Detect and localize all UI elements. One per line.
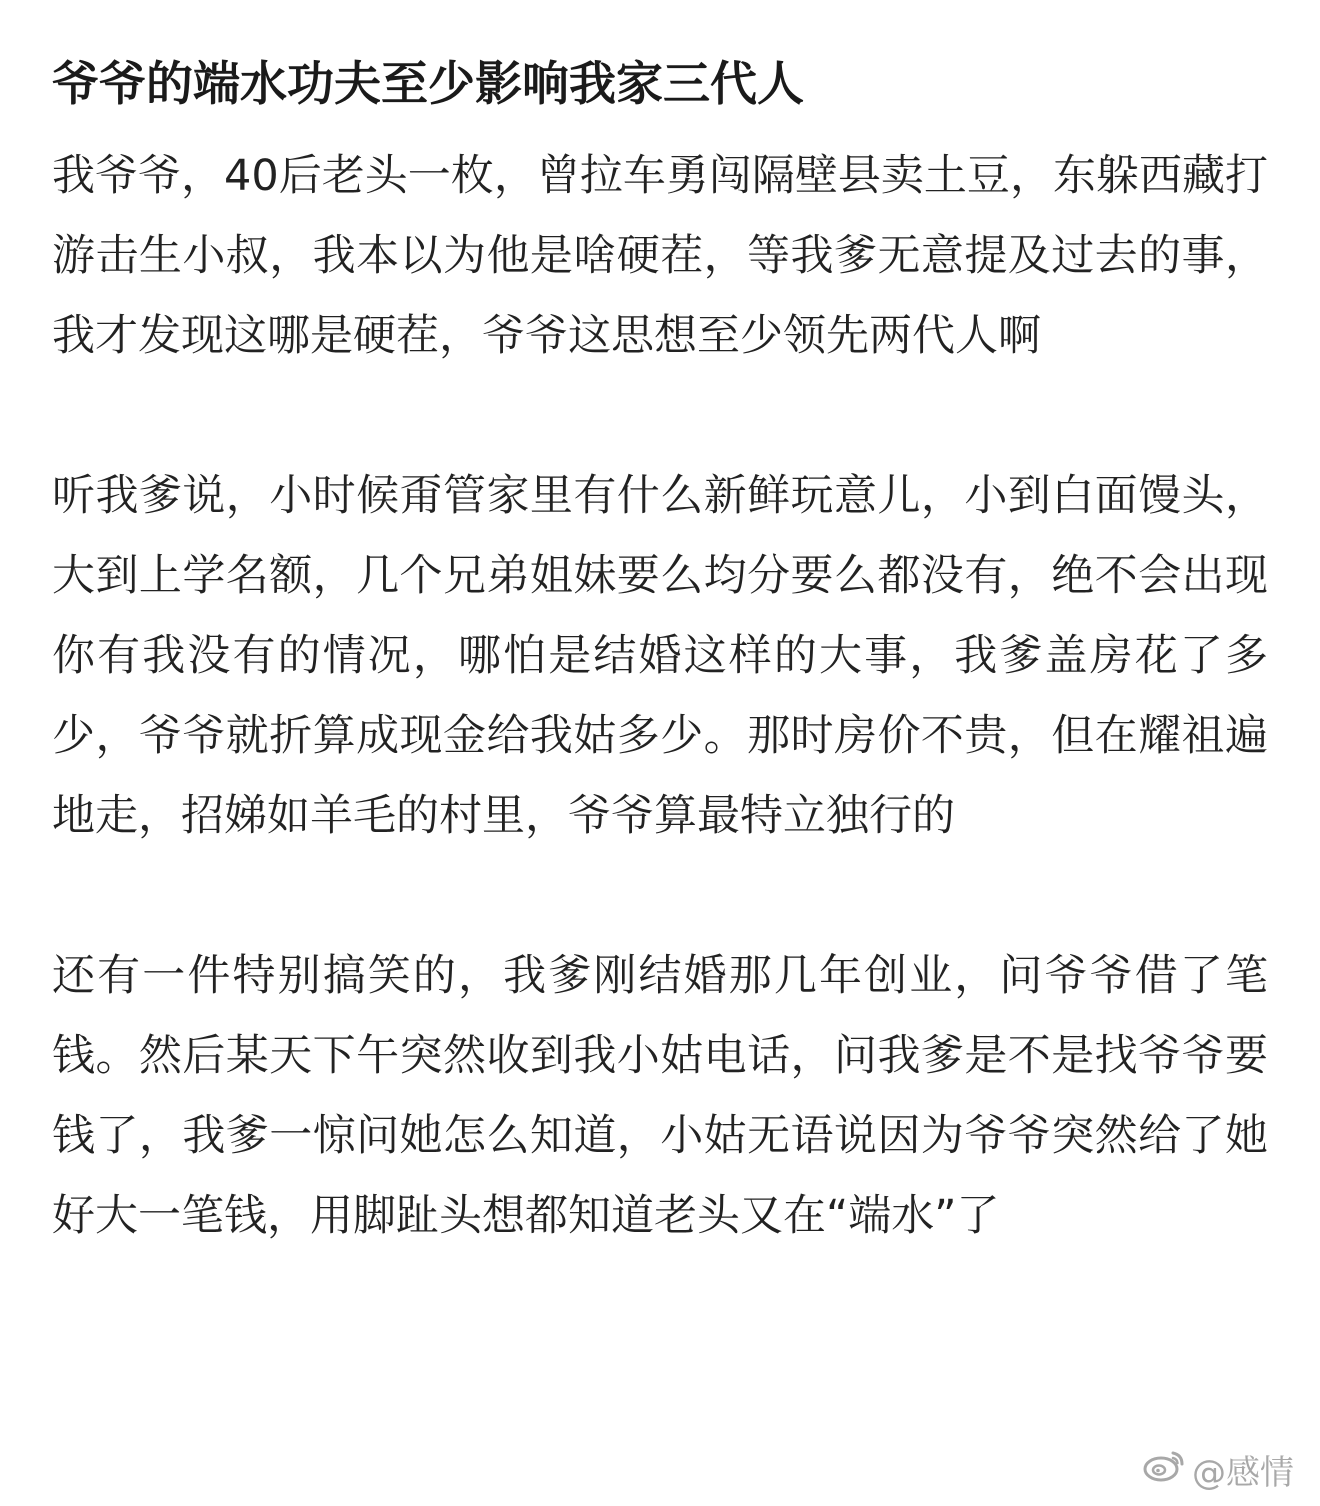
paragraph-2: 听我爹说，小时候甭管家里有什么新鲜玩意儿，小到白面馒头，大到上学名额，几个兄弟姐妹要么均分要么都没有，绝不会出现你有我没有的情况，哪怕是结婚这样的大事，我爹盖房花了多少，爷爷就折算成现金给我姑多少。那时房价不贵，但在耀祖遍地走，招娣如羊毛的村里，爷爷算最特立独行的	[52, 471, 1268, 841]
weibo-logo-icon	[1142, 1447, 1186, 1492]
watermark	[1142, 1445, 1294, 1494]
post-title: 爷爷的端水功夫至少影响我家三代人	[52, 57, 804, 112]
paragraph-3: 还有一件特别搞笑的，我爹刚结婚那几年创业，问爷爷借了笔钱。然后某天下午突然收到我小姑电话，问我爹是不是找爷爷要钱了，我爹一惊问她怎么知道，小姑无语说因为爷爷突然给了她好大一笔钱，用脚趾头想都知道老头又在“端水”了	[52, 951, 1268, 1241]
watermark-text: @感情	[1192, 1453, 1294, 1493]
article	[52, 52, 1268, 1256]
paragraph-1: 我爷爷，40后老头一枚，曾拉车勇闯隔壁县卖土豆，东躲西藏打游击生小叔，我本以为他是啥硬茬，等我爹无意提及过去的事，我才发现这哪是硬茬，爷爷这思想至少领先两代人啊	[52, 151, 1268, 361]
